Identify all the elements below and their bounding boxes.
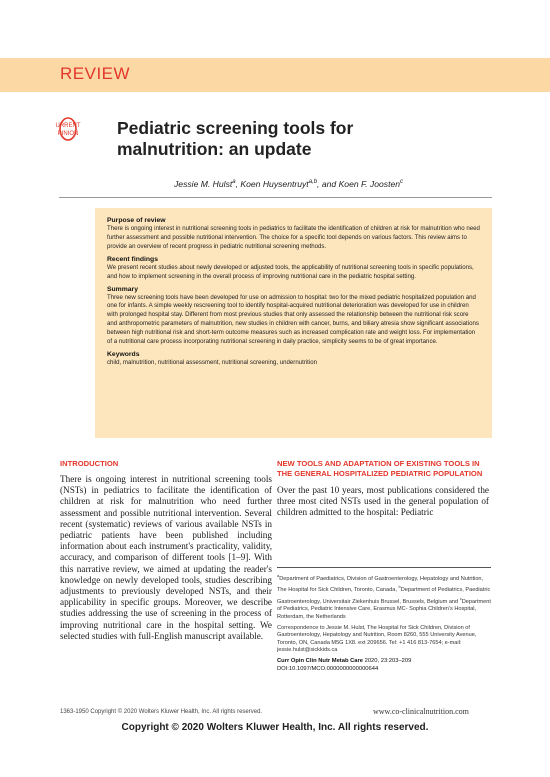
introduction-paragraph: There is ongoing interest in nutritional screening tools (NSTs) in pediatrics to facilitate the identification of children at risk for malnutrition who need further assessment and possible nutritional intervention. Several recent (systematic) reviews of various available NSTs in pediatric patients have been published including information about each instrument's practicality, validity, accuracy, and comparison of different tools [1–9]. With this narrative review, we aimed at updating the reader's knowledge on newly developed tools, studies describing adjustments to previously developed NSTs, and their applicability in specific groups. Moreover, we describe studies addressing the use of screening in the process of improving nutritional care in the hospital setting. We selected studies with full-English manuscript available. [60,474,272,641]
svg-text:PINION: PINION [57,131,79,137]
affiliation-text: Department of Pediatrics, Paediatric Gastroenterology, Universitair Ziekenhuis Brussel, Brussels, Belgium and [277,587,491,605]
citation [277,658,491,666]
current-opinion-logo [55,116,101,142]
abstract-box [95,208,492,438]
article-title: Pediatric screening tools for malnutrition: an update [117,118,354,159]
abstract-heading-summary: Summary [107,285,138,293]
right-column [277,459,489,519]
abstract-text-purpose: There is ongoing interest in nutritional screening tools in pediatrics to facilitate the identification of children at risk for malnutrition who need further assessment and possible nutritional intervention. The choice for a specific tool depends on various factors. This review aims to provide an overview of recent progress in pediatric nutritional screening methods. [107,225,480,250]
author-affiliation-mark: c [400,179,404,186]
section-band [0,58,550,92]
author-affiliation-mark: a [232,179,236,186]
abstract-heading-purpose: Purpose of review [107,217,166,224]
section-label: REVIEW [60,64,131,83]
footnotes [277,567,491,673]
author-name: Koen F. Joosten [338,179,401,189]
left-column [60,459,272,642]
author-name: Jessie M. Hulst [174,179,233,189]
affiliations [277,572,491,622]
citation-details: 2020, 23:203–209 [363,657,412,664]
affiliation-mark: a [277,573,280,578]
title-divider [59,197,492,198]
new-tools-paragraph: Over the past 10 years, most publications considered the three most cited NSTs used in the general population of children admitted to the hospital: Pediatric [277,485,489,518]
author-separator: , and [317,179,339,189]
author-separator: , [235,179,241,189]
copyright-notice: Copyright © 2020 Wolters Kluwer Health, Inc. All rights reserved. [121,722,429,733]
author-name: Koen Huysentruyt [240,179,309,189]
issn-line: 1363-1950 Copyright © 2020 Wolters Kluwer Health, Inc. All rights reserved. [60,709,263,715]
citation-journal: Curr Opin Clin Nutr Metab Care [277,657,363,664]
journal-website[interactable]: www.co-clinicalnutrition.com [373,707,469,716]
abstract-heading-keywords: Keywords [107,350,140,358]
abstract-text-summary: Three new screening tools have been developed for use on admission to hospital: two for the mixed pediatric hospitalized population and one for infants. A simple weekly rescreening tool to identify hospital-acquired nutritional deterioration was developed for use in children with prolonged hospital stay. Different from most previous studies that only assessed the relationship between the nutritional risk score and anthropometric parameters of malnutrition, new studies in children with cancer, burns, and biliary atresia show significant associations between high nutritional risk and short-term outcome measures such as increased complication rate and weight loss. For implementation of a nutritional care process incorporating nutritional screening in daily practice, simplicity seems to be of great importance. [107,293,479,346]
affiliation-mark: c [459,595,462,601]
affiliation-text: Department of Pediatrics, Pediatric Intensive Care, Erasmus MC- Sophia Children's Hospital, Rotterdam, the Netherlands [277,598,491,620]
author-affiliation-mark: a,b [308,179,318,186]
abstract-heading-findings: Recent findings [107,255,158,263]
abstract-text-findings: We present recent studies about newly developed or adjusted tools, the applicability of nutritional screening tools in specific populations, and how to implement screening in the overall process of improving nutritional care in the pediatric hospital setting. [107,263,474,280]
affiliation-mark: b [398,584,401,590]
doi: DOI:10.1097/MCO.0000000000000644 [277,665,379,672]
correspondence: Correspondence to Jessie M. Hulst, The Hospital for Sick Children, Division of Gastroenterology, Hepatology and Nutrition, Room 8260, 555 University Avenue, Toronto, ON, Canada M5G 1X8. ext 209656. Tel: +1 416 813-7654; e-mail: jessie.hulst@sickkids.ca [277,624,477,654]
svg-text:URRENT: URRENT [55,123,81,129]
author-line [174,179,403,189]
abstract-text-keywords: child, malnutrition, nutritional assessment, nutritional screening, undernutrition [107,358,318,366]
section-heading-new-tools: NEW TOOLS AND ADAPTATION OF EXISTING TOOLS IN THE GENERAL HOSPITALIZED PEDIATRIC POPULATION [277,459,483,478]
affiliation-text: Department of Paediatrics, Division of Gastroenterology, Hepatology and Nutrition, The Hospital for Sick Children, Toronto, Canada, [277,575,484,594]
section-heading-introduction: INTRODUCTION [60,459,119,468]
